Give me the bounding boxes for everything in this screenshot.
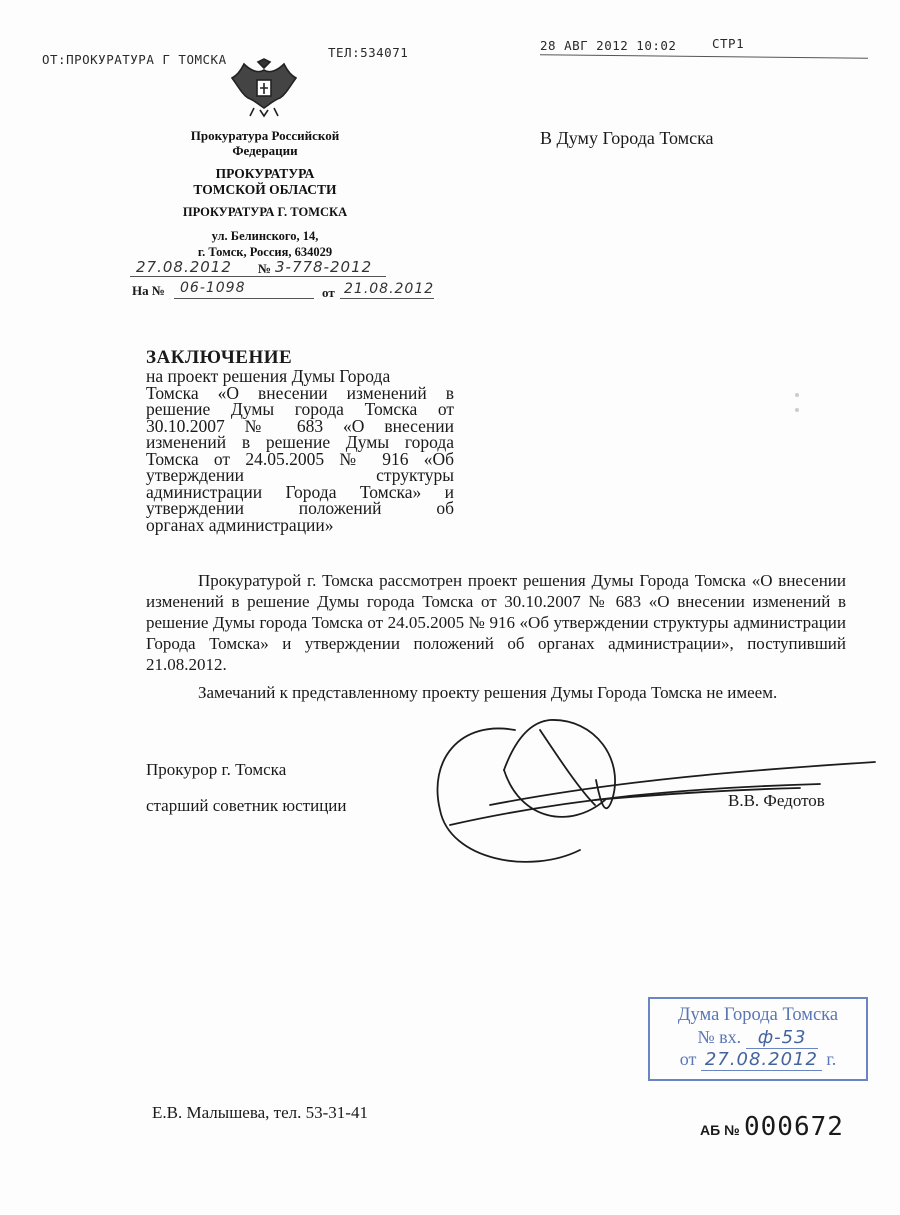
subject-line: администрации Города Томска» и: [146, 481, 454, 502]
outgoing-number-label: №: [258, 261, 272, 276]
addressee: В Думу Города Томска: [540, 128, 714, 148]
serial-number: 000672: [744, 1112, 844, 1142]
signer-position: Прокурор г. Томска: [146, 760, 287, 779]
subject-line: органах администрации»: [146, 514, 334, 535]
ref-number-underline: [174, 298, 314, 299]
sender-line-1: Прокуратура Российской: [190, 128, 340, 143]
stamp-number-label: № вх.: [697, 1027, 742, 1047]
subject-line: на проект решения Думы Города: [146, 366, 391, 386]
stamp-date-suffix: г.: [826, 1049, 837, 1069]
signer-rank: старший советник юстиции: [146, 796, 347, 815]
stamp-line-3: [650, 1049, 866, 1070]
stamp-line-1: Дума Города Томска: [677, 1005, 839, 1025]
coat-of-arms-icon: [230, 58, 298, 118]
scan-speckle: [795, 393, 799, 397]
subject-line: Томска от 24.05.2005 № 916 «Об: [146, 448, 454, 469]
subject-line: 30.10.2007 № 683 «О внесении: [146, 415, 454, 436]
sender-line-5: ПРОКУРАТУРА Г. ТОМСКА: [182, 205, 348, 219]
fax-tel: ТЕЛ:534071: [328, 45, 409, 60]
document-subject: [146, 368, 454, 533]
stamp-date-label: от: [679, 1049, 697, 1069]
subject-line: решение Думы города Томска от: [146, 399, 454, 419]
signer-name: В.В. Федотов: [728, 791, 825, 810]
ref-date-label: от: [322, 285, 335, 300]
subject-line: Томска «О внесении изменений в: [146, 382, 454, 403]
fax-date: 28 АВГ 2012 10:02: [540, 38, 677, 53]
executor-contact: Е.В. Малышева, тел. 53-31-41: [152, 1103, 368, 1122]
fax-header-rule: [540, 54, 868, 58]
stamp-number-value: ф-53: [746, 1027, 819, 1049]
sender-line-2: Федерации: [232, 143, 298, 158]
stamp-line-2: [650, 1027, 866, 1048]
ref-date: 21.08.2012: [344, 281, 435, 297]
sender-line-3: ПРОКУРАТУРА: [215, 166, 315, 181]
incoming-stamp: [648, 997, 868, 1081]
sender-line-4: ТОМСКОЙ ОБЛАСТИ: [193, 182, 337, 197]
fax-from: ОТ:ПРОКУРАТУРА Г ТОМСКА: [42, 52, 227, 67]
subject-line: изменений в решение Думы города: [146, 432, 454, 452]
ref-date-underline: [340, 298, 434, 299]
outgoing-underline: [130, 276, 386, 277]
subject-line: утверждении структуры: [146, 465, 454, 485]
handwritten-signature-icon: [420, 700, 880, 890]
body-paragraph-2: Замечаний к представленному проекту решения Думы Города Томска не имеем.: [198, 683, 778, 702]
outgoing-number: 3-778-2012: [275, 258, 373, 276]
subject-line: утверждении положений об: [146, 498, 454, 518]
stamp-date-value: 27.08.2012: [701, 1049, 822, 1071]
sender-address-2: г. Томск, Россия, 634029: [197, 245, 333, 259]
fax-page: СТР1: [712, 36, 745, 51]
sender-address-1: ул. Белинского, 14,: [211, 229, 319, 243]
scan-speckle: [795, 408, 799, 412]
document-title: ЗАКЛЮЧЕНИЕ: [146, 347, 293, 368]
ref-number: 06-1098: [180, 280, 246, 296]
outgoing-date: 27.08.2012: [136, 258, 232, 276]
ref-label: На №: [132, 283, 165, 298]
serial-label: АБ №: [700, 1122, 740, 1138]
body-paragraph-1: Прокуратурой г. Томска рассмотрен проект решения Думы Города Томска «О внесении изменений в решение Думы города Томска от 30.10.2007 № 683 «О внесении изменений в решение Думы города Томска от 24.05.2005 № 916 «Об утверждении структуры администрации Города Томска» и утверждении положений об органах администрации», поступивший 21.08.2012.: [146, 571, 846, 674]
